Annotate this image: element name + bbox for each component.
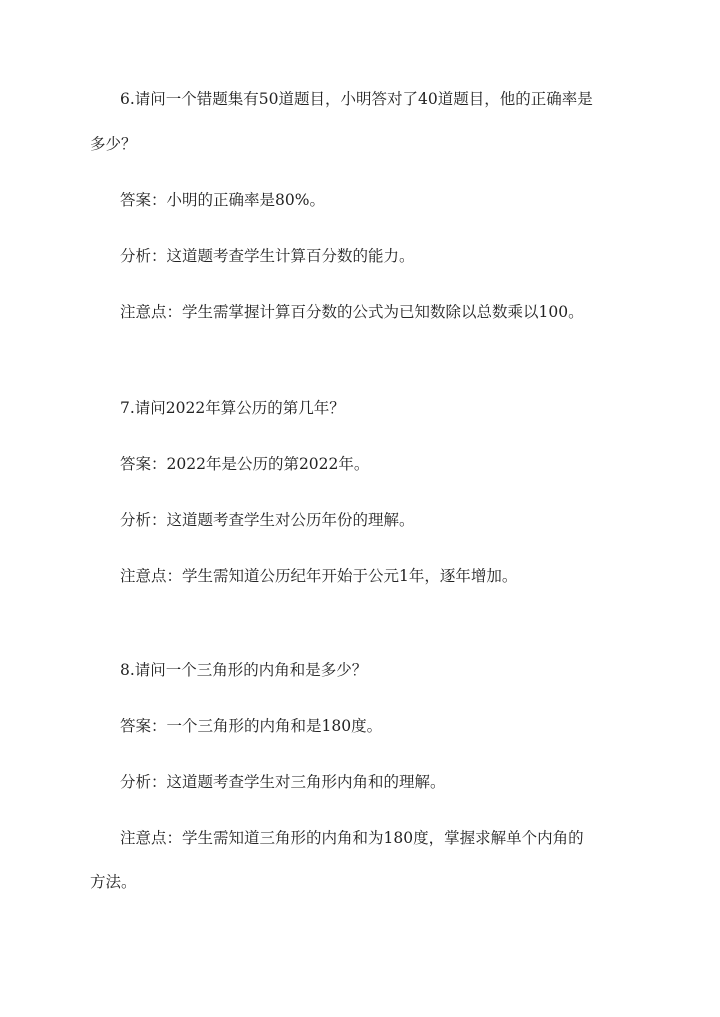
question-8-analysis: 分析：这道题考查学生对三角形内角和的理解。 [120,773,446,791]
question-7-text: 7.请问2022年算公历的第几年？ [120,399,345,417]
question-7-answer: 答案：2022年是公历的第2022年。 [120,455,370,473]
question-6-text: 6.请问一个错题集有50道题目，小明答对了40道题目，他的正确率是 [120,90,593,108]
question-6-text-continued: 多少？ [90,135,137,153]
question-8-note: 注意点：学生需知道三角形的内角和为180度，掌握求解单个内角的 [120,829,584,847]
question-8-answer: 答案：一个三角形的内角和是180度。 [120,717,383,735]
question-8-text: 8.请问一个三角形的内角和是多少？ [120,661,368,679]
question-6-analysis: 分析：这道题考查学生计算百分数的能力。 [120,247,415,265]
question-6-answer: 答案：小明的正确率是80%。 [120,191,325,209]
question-8-note-continued: 方法。 [90,873,137,891]
question-7-analysis: 分析：这道题考查学生对公历年份的理解。 [120,511,415,529]
question-6-note: 注意点：学生需掌握计算百分数的公式为已知数除以总数乘以100。 [120,303,584,321]
question-7-note: 注意点：学生需知道公历纪年开始于公元1年，逐年增加。 [120,567,518,585]
